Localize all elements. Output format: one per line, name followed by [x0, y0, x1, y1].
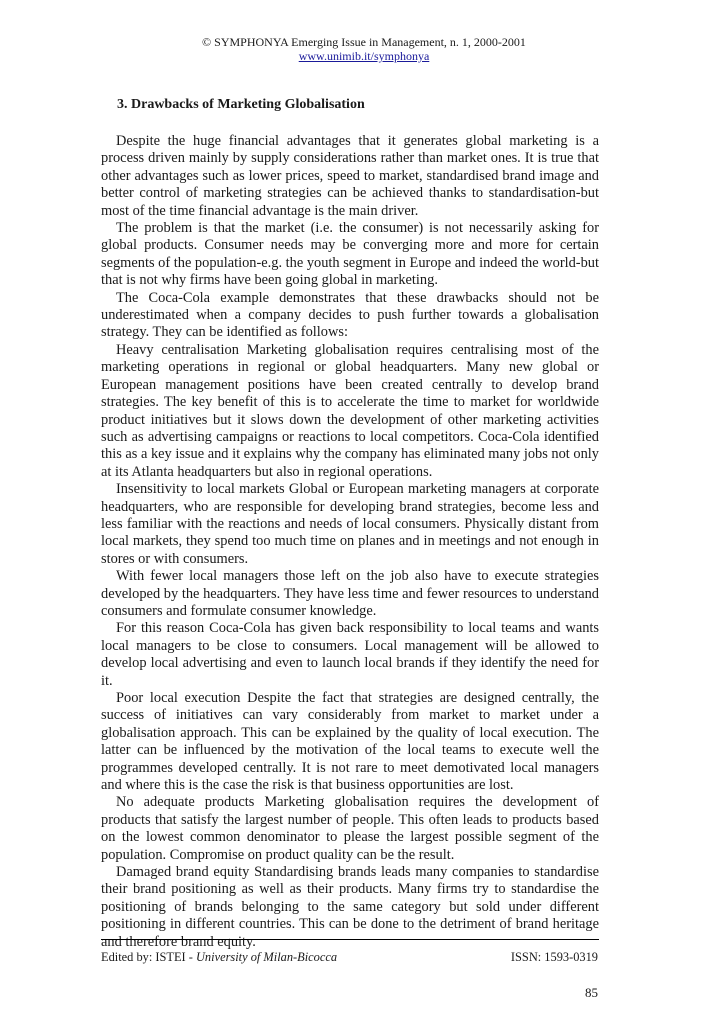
paragraph: Poor local execution Despite the fact that strategies are designed centrally, the success of initiatives can vary considerably from market to market under a globalisation approach. This can be explained by the quality of local execution. The latter can be influenced by the motivation of the local teams to execute well the programmes developed centrally. It is not rare to meet demotivated local managers and where this is the case the risk is that business opportunities are lost.: [101, 690, 599, 794]
footer-issn: ISSN: 1593-0319: [510, 950, 598, 964]
footer-edited-by: Edited by: ISTEI -: [101, 950, 196, 964]
paragraph: Heavy centralisation Marketing globalisation requires centralising most of the marketing operations in regional or global headquarters. Many new global or European management positions have been created centrally to develop brand strategies. The key benefit of this is to accelerate the time to market for worldwide product initiatives but it slows down the development of other marketing activities such as advertising campaigns or reactions to local competitors. Coca-Cola identified this as a key issue and it explains why the company has eliminated many jobs not only at its Atlanta headquarters but also in regional operations.: [101, 341, 599, 480]
footer-university: University of Milan-Bicocca: [195, 950, 338, 964]
footer-divider: [101, 939, 599, 940]
article-body: [101, 133, 599, 951]
paragraph: Insensitivity to local markets Global or European marketing managers at corporate headquarters, who are responsible for developing brand strategies, become less and less familiar with the reactions and needs of local consumers. Physically distant from local markets, they spend too much time on planes and in meetings and not enough in stores or with consumers.: [101, 481, 599, 567]
section-title: 3. Drawbacks of Marketing Globalisation: [117, 97, 365, 112]
paragraph: Despite the huge financial advantages that it generates global marketing is a process driven mainly by supply considerations rather than market ones. It is true that other advantages such as lower prices, speed to market, standardised brand image and better control of marketing strategies can be achieved thanks to standardisation-but most of the time financial advantage is the main driver.: [101, 133, 599, 219]
paragraph: With fewer local managers those left on the job also have to execute strategies developed by the headquarters. They have less time and fewer resources to understand consumers and formulate consumer knowledge.: [101, 568, 599, 619]
paragraph: The Coca-Cola example demonstrates that these drawbacks should not be underestimated when a company decides to push further towards a globalisation strategy. They can be identified as follows:: [101, 289, 599, 341]
journal-url-link[interactable]: www.unimib.it/symphonya: [298, 49, 430, 63]
paragraph: Damaged brand equity Standardising brands leads many companies to standardise their brand positioning as well as their products. Many firms try to standardise the positioning of brands belonging to the same category but sold under different positioning in different countries. This can be done to the detriment of brand heritage and therefore brand equity.: [101, 864, 599, 950]
page-number: 85: [585, 985, 598, 1000]
journal-citation: © SYMPHONYA Emerging Issue in Management, n. 1, 2000-2001: [202, 35, 526, 49]
footer-editor: [101, 950, 337, 965]
paragraph: For this reason Coca-Cola has given back responsibility to local teams and wants local managers to be close to consumers. Local management will be allowed to develop local advertising and even to launch local brands if they identify the need for it.: [101, 620, 599, 689]
paragraph: No adequate products Marketing globalisation requires the development of products that satisfy the largest number of people. This often leads to products based on the lowest common denominator to please the largest possible segment of the population. Compromise on product quality can be the result.: [101, 794, 599, 863]
page-header: [0, 35, 728, 63]
paragraph: The problem is that the market (i.e. the consumer) is not necessarily asking for global products. Consumer needs may be converging more and more for certain segments of the population-e.g. the youth segment in Europe and indeed the world-but that is not why firms have been going global in marketing.: [101, 220, 599, 289]
